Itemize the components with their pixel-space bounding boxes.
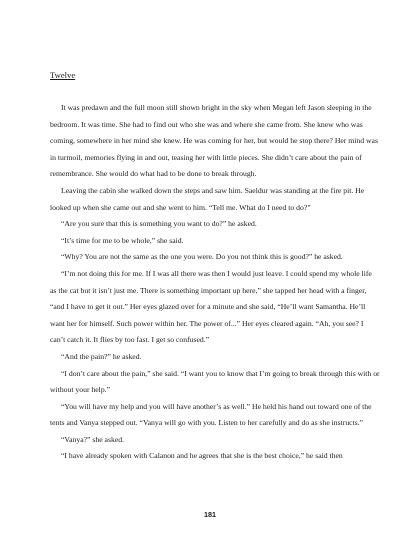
paragraph: “It’s time for me to be whole,” she said. — [61, 235, 184, 245]
paragraph: “And the pain?” he asked. — [61, 351, 142, 361]
chapter-title: Twelve — [50, 70, 76, 80]
paragraph: “You will have my help and you will have another’s as well.” He held his hand out toward one of the tents and Vanya stepped out. “Vanya will go with you. Listen to her carefully and do as she instructs.” — [50, 401, 372, 428]
paragraph: “I’m not doing this for me. If I was all there was then I would just leave. I could spend my whole life as the cat but it isn’t just me. There is something important up here,” she tapped her head with a finger, “and I have to get it out.” Her eyes glazed over for a minute and she said, “He’ll want Samantha. He’ll want her for himself. Such power within her. The power of...” Her eyes cleared again. “Ah, you see? I can’t catch it. It flies by too fast. I get so confused.” — [50, 268, 372, 345]
paragraph: “I have already spoken with Calanon and he agrees that she is the best choice,” he said then — [61, 451, 343, 461]
body-text — [50, 100, 380, 465]
paragraph: “Why? You are not the same as the one you were. Do you not think this is good?” he asked. — [61, 252, 343, 262]
paragraph: “I don’t care about the pain,” she said. “I want you to know that I’m going to break through this with or without your help.” — [50, 368, 380, 395]
paragraph: It was predawn and the full moon still shown bright in the sky when Megan left Jason sleeping in the bedroom. It was time. She had to find out who she was and where she came from. She knew who was coming, somewhere in her mind she knew. He was coming for her, but would he stop there? Her mind was in turmoil, memories flying in and out, teasing her with little pieces. She didn’t care about the pain of remembrance. She would do what had to be done to break through. — [50, 103, 378, 179]
page-number: 181 — [204, 510, 216, 519]
paragraph: Leaving the cabin she walked down the steps and saw him. Saeldur was standing at the fire pit. He looked up when she came out and she went to him. “Tell me. What do I need to do?” — [50, 185, 365, 212]
paragraph: “Vanya?” she asked. — [61, 434, 124, 444]
paragraph: “Are you sure that this is something you want to do?” he asked. — [61, 219, 257, 229]
